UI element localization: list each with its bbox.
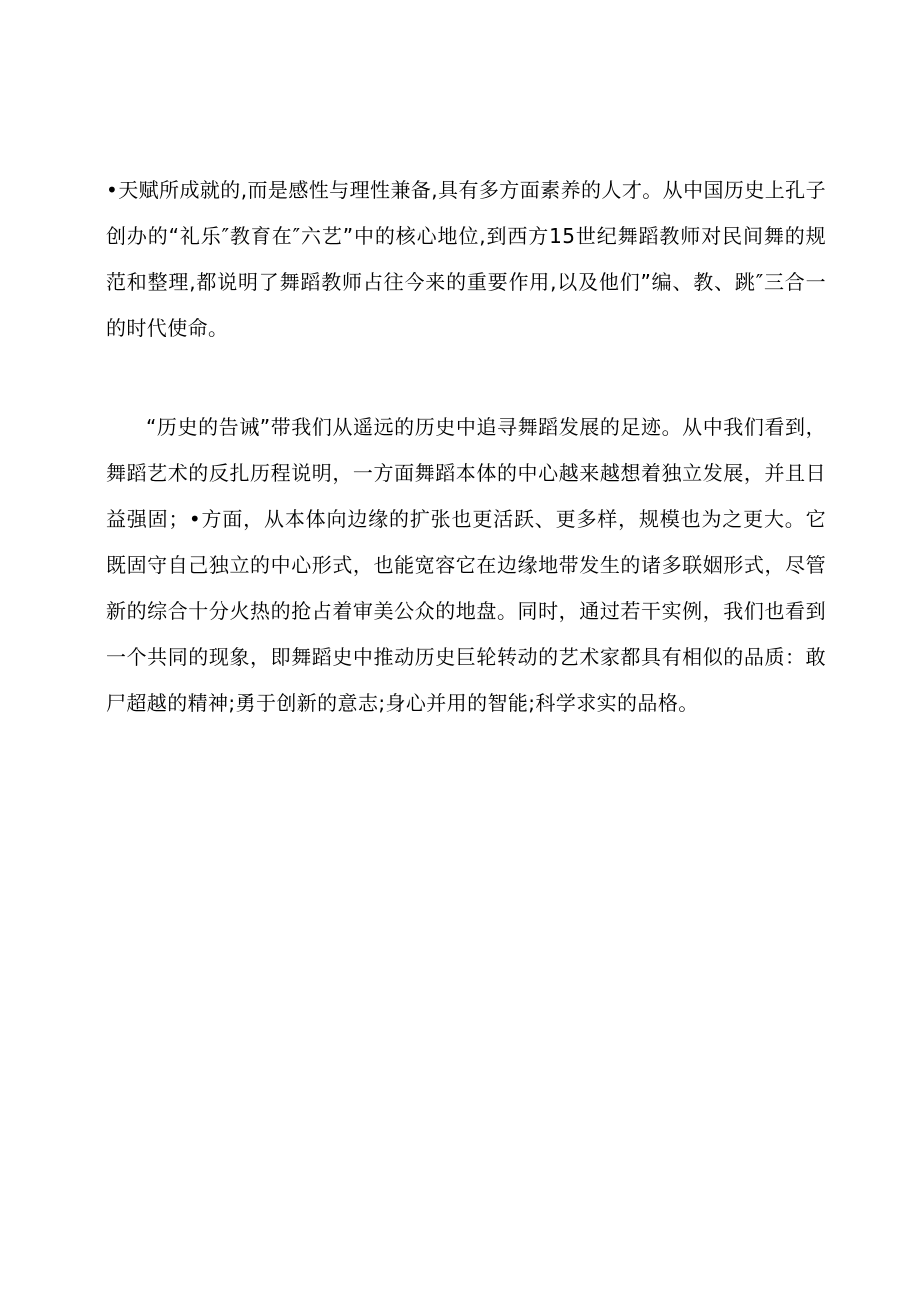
paragraph-history-lesson — [106, 404, 826, 726]
paragraph-continuation — [106, 167, 826, 351]
paragraph-2-text: “历史的告诫”带我们从遥远的历史中追寻舞蹈发展的足迹。从中我们看到，舞蹈艺术的反扎历程说明，一方面舞蹈本体的中心越来越想着独立发展，并且日益强固；•方面，从本体向边缘的扩张也更活跃、更多样，规模也为之更大。它既固守自己独立的中心形式，也能宽容它在边缘地带发生的诸多联姻形式，尽管新的综合十分火热的抢占着审美公众的地盘。同时，通过若干实例，我们也看到一个共同的现象，即舞蹈史中推动历史巨轮转动的艺术家都具有相似的品质：敢尸超越的精神;勇于创新的意志;身心并用的智能;科学求实的品格。 — [106, 415, 826, 715]
paragraph-1-text: •天赋所成就的,而是感性与理性兼备,具有多方面素养的人才。从中国历史上孔子创办的“礼乐″教育在″六艺”中的核心地位,到西方15世纪舞蹈教师对民间舞的规范和整理,都说明了舞蹈教师占往今来的重要作用,以及他们”编、教、跳″三合一的时代使命。 — [106, 178, 826, 340]
